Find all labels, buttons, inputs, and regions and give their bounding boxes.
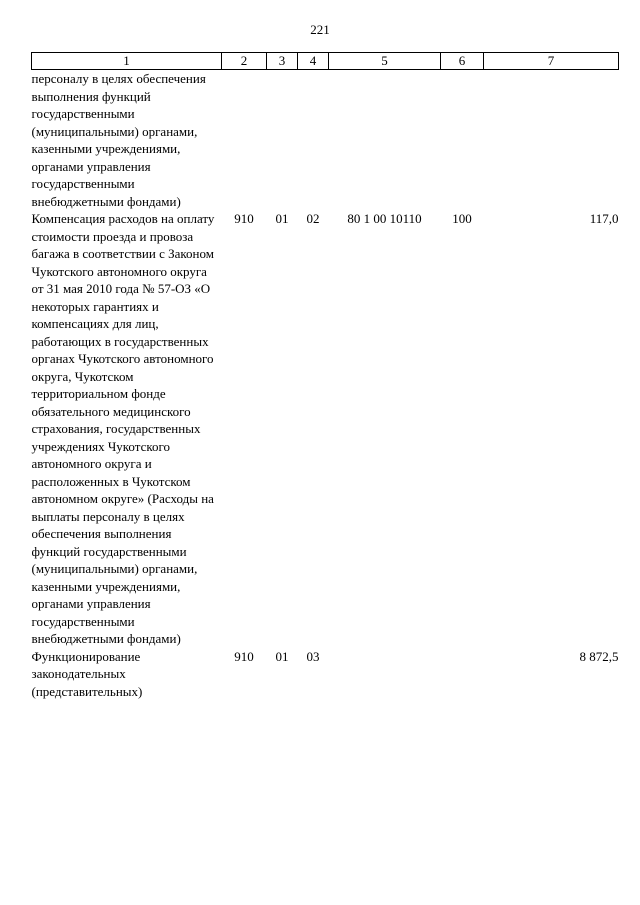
row-rz xyxy=(267,70,298,211)
row-pr xyxy=(298,70,329,211)
row-vr: 100 xyxy=(452,211,472,226)
page-number: 221 xyxy=(310,22,330,37)
row-sum: 117,0 xyxy=(589,211,619,226)
row-sum xyxy=(484,70,619,211)
row-pr: 02 xyxy=(306,211,320,226)
column-header: 7 xyxy=(484,53,619,70)
row-csr xyxy=(329,648,441,701)
row-name: персоналу в целях обеспечения выполнения функций государственными (муниципальными) органами, казенными учреждениями, органами управления государственными внебюджетными фондами) xyxy=(31,71,206,209)
column-header: 5 xyxy=(329,53,441,70)
column-header: 3 xyxy=(267,53,298,70)
table-row xyxy=(32,648,619,701)
column-header: 4 xyxy=(298,53,329,70)
row-pr: 03 xyxy=(306,648,320,664)
budget-table xyxy=(31,52,619,700)
column-header: 6 xyxy=(441,53,484,70)
table-row xyxy=(32,70,619,211)
row-vr xyxy=(441,70,484,211)
row-rz: 01 xyxy=(275,648,289,664)
row-csr xyxy=(329,70,441,211)
row-name: Функционирование законодательных (представительных) xyxy=(31,648,143,699)
table-header-row xyxy=(32,53,619,70)
table-row xyxy=(32,210,619,648)
row-name: Компенсация расходов на оплату стоимости проезда и провоза багажа в соответствии с Законом Чукотского автономного округа от 31 мая 2010 года № 57-ОЗ «О некоторых гарантиях и компенсациях для лиц, работающих в государственных органах Чукотского автономного округа, Чукотском территориальном фонде обязательного медицинского страхования, государственных учреждениях Чукотского автономного округа и расположенных в Чукотском автономном округе» (Расходы на выплаты персоналу в целях обеспечения выполнения функций государственными (муниципальными) органами, казенными учреждениями, органами управления государственными внебюджетными фондами) xyxy=(31,211,215,646)
row-gr xyxy=(222,70,267,211)
row-vr xyxy=(441,648,484,701)
row-csr: 80 1 00 10110 xyxy=(347,211,422,226)
row-gr: 910 xyxy=(234,211,254,226)
row-sum: 8 872,5 xyxy=(579,648,619,664)
row-rz: 01 xyxy=(275,211,289,226)
column-header: 2 xyxy=(222,53,267,70)
column-header: 1 xyxy=(32,53,222,70)
row-gr: 910 xyxy=(234,648,254,664)
